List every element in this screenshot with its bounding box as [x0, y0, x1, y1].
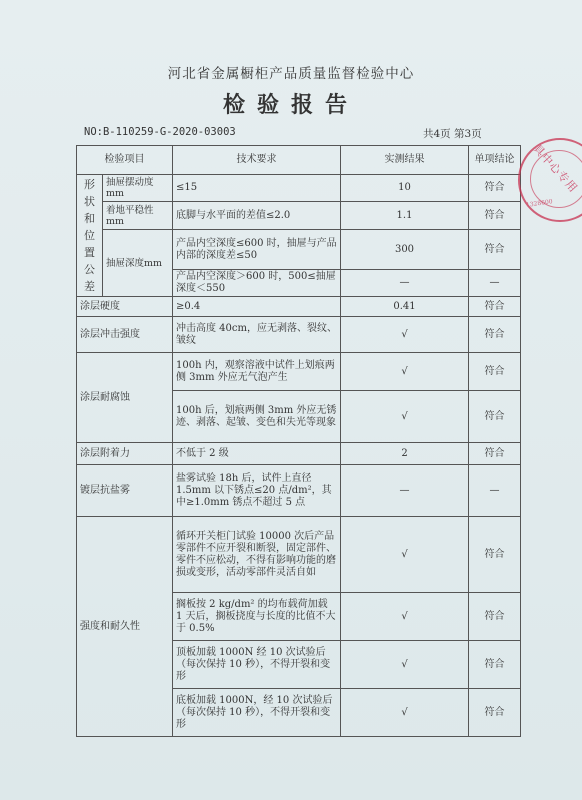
result: 0.41 — [341, 297, 469, 317]
item: 涂层耐腐蚀 — [77, 353, 173, 443]
conclusion: 符合 — [469, 641, 521, 689]
item: 涂层附着力 — [77, 443, 173, 465]
group-label-text: 形 状 和 位 置 公 差 — [84, 178, 95, 293]
sub-item: 着地平稳性mm — [103, 202, 173, 230]
item: 强度和耐久性 — [77, 517, 173, 737]
table-row — [77, 230, 521, 270]
requirement: 搁板按 2 kg/dm² 的均布载荷加载 1 天后，搁板挠度与长度的比值不大于 0.5% — [173, 593, 341, 641]
result: 10 — [341, 175, 469, 202]
result: 300 — [341, 230, 469, 270]
conclusion: — — [469, 465, 521, 517]
sub-item: 抽屉深度mm — [103, 230, 173, 297]
conclusion: 符合 — [469, 175, 521, 202]
conclusion: 符合 — [469, 593, 521, 641]
inspection-table — [76, 145, 521, 737]
conclusion: 符合 — [469, 317, 521, 353]
requirement: 循环开关柜门试验 10000 次后产品零部件不应开裂和断裂，固定部件、零件不应松动，不得有影响功能的磨损或变形，活动零部件灵活自如 — [173, 517, 341, 593]
result: √ — [341, 317, 469, 353]
conclusion: 符合 — [469, 230, 521, 270]
table-row — [77, 317, 521, 353]
seal-text: 具中心专用 — [530, 141, 581, 196]
header-item: 检验项目 — [77, 146, 173, 175]
requirement: 顶板加载 1000N 经 10 次试验后（每次保持 10 秒），不得开裂和变形 — [173, 641, 341, 689]
requirement: 产品内空深度＞600 时，500≤抽屉深度＜550 — [173, 270, 341, 297]
conclusion: — — [469, 270, 521, 297]
requirement: ≤15 — [173, 175, 341, 202]
report-number: NO:B-110259-G-2020-03003 — [84, 126, 236, 138]
conclusion: 符合 — [469, 202, 521, 230]
requirement: 产品内空深度≤600 时，抽屉与产品内部的深度差≤50 — [173, 230, 341, 270]
table-row — [77, 517, 521, 593]
requirement: ≥0.4 — [173, 297, 341, 317]
requirement: 底脚与水平面的差值≤2.0 — [173, 202, 341, 230]
conclusion: 符合 — [469, 297, 521, 317]
requirement: 100h 内，观察溶液中试件上划痕两侧 3mm 外应无气泡产生 — [173, 353, 341, 391]
report-title: 检验报告 — [222, 92, 359, 118]
sub-item: 抽屉摆动度mm — [103, 175, 173, 202]
result: — — [341, 465, 469, 517]
requirement: 不低于 2 级 — [173, 443, 341, 465]
result: √ — [341, 689, 469, 737]
result: √ — [341, 353, 469, 391]
result: √ — [341, 593, 469, 641]
result: √ — [341, 391, 469, 443]
requirement: 100h 后，划痕两侧 3mm 外应无锈迹、剥落、起皱、变色和失光等现象 — [173, 391, 341, 443]
table-row — [77, 353, 521, 391]
requirement: 底板加载 1000N，经 10 次试验后（每次保持 10 秒），不得开裂和变形 — [173, 689, 341, 737]
table-header-row — [77, 146, 521, 175]
header-conclusion: 单项结论 — [469, 146, 521, 175]
result: √ — [341, 641, 469, 689]
requirement: 盐雾试验 18h 后，试件上直径 1.5mm 以下锈点≤20 点/dm²，其中≥1.0mm 锈点不超过 5 点 — [173, 465, 341, 517]
conclusion: 符合 — [469, 391, 521, 443]
item: 涂层冲击强度 — [77, 317, 173, 353]
conclusion: 符合 — [469, 443, 521, 465]
item: 涂层硬度 — [77, 297, 173, 317]
result: 2 — [341, 443, 469, 465]
result: — — [341, 270, 469, 297]
group-label — [77, 175, 103, 297]
seal-ring — [530, 150, 582, 208]
official-seal — [518, 138, 582, 222]
table-row — [77, 202, 521, 230]
table-row — [77, 465, 521, 517]
table-row — [77, 297, 521, 317]
page-count: 共4页 第3页 — [423, 128, 482, 140]
header-result: 实测结果 — [341, 146, 469, 175]
conclusion: 符合 — [469, 353, 521, 391]
result: √ — [341, 517, 469, 593]
requirement: 冲击高度 40cm，应无剥落、裂纹、皱纹 — [173, 317, 341, 353]
item: 镀层抗盐雾 — [77, 465, 173, 517]
table-row — [77, 443, 521, 465]
header-requirement: 技术要求 — [173, 146, 341, 175]
table-row — [77, 175, 521, 202]
conclusion: 符合 — [469, 517, 521, 593]
organization-name: 河北省金属橱柜产品质量监督检验中心 — [167, 66, 415, 82]
conclusion: 符合 — [469, 689, 521, 737]
result: 1.1 — [341, 202, 469, 230]
seal-number: 1328600 — [525, 198, 554, 209]
